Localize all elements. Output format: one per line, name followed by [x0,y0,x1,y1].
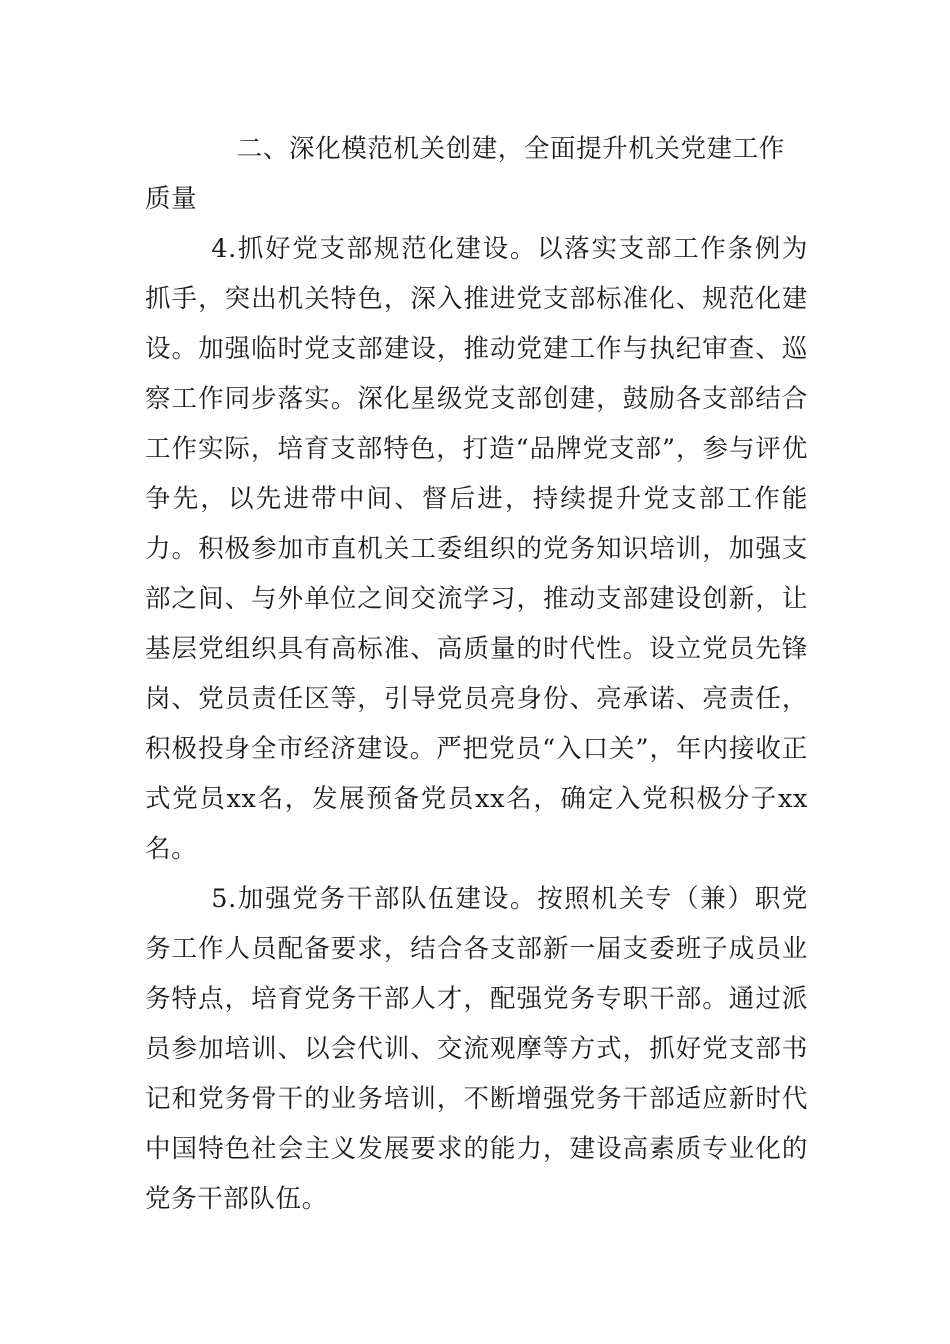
document-body [145,124,808,1224]
section-heading: 二、深化模范机关创建，全面提升机关党建工作质量 [145,134,785,214]
paragraph-5: 5.加强党务干部队伍建设。按照机关专（兼）职党务工作人员配备要求，结合各支部新一届支委班子成员业务特点，培育党务干部人才，配强党务专职干部。通过派员参加培训、以会代训、交流观摩等方式，抓好党支部书记和党务骨干的业务培训，不断增强党务干部适应新时代中国特色社会主义发展要求的能力，建设高素质专业化的党务干部队伍。 [145,884,808,1214]
paragraph-4: 4.抓好党支部规范化建设。以落实支部工作条例为抓手，突出机关特色，深入推进党支部标准化、规范化建设。加强临时党支部建设，推动党建工作与执纪审查、巡察工作同步落实。深化星级党支部创建，鼓励各支部结合工作实际，培育支部特色，打造“品牌党支部”，参与评优争先，以先进带中间、督后进，持续提升党支部工作能力。积极参加市直机关工委组织的党务知识培训，加强支部之间、与外单位之间交流学习，推动支部建设创新，让基层党组织具有高标准、高质量的时代性。设立党员先锋岗、党员责任区等，引导党员亮身份、亮承诺、亮责任，积极投身全市经济建设。严把党员“入口关”，年内接收正式党员xx名，发展预备党员xx名，确定入党积极分子xx名。 [145,234,808,864]
